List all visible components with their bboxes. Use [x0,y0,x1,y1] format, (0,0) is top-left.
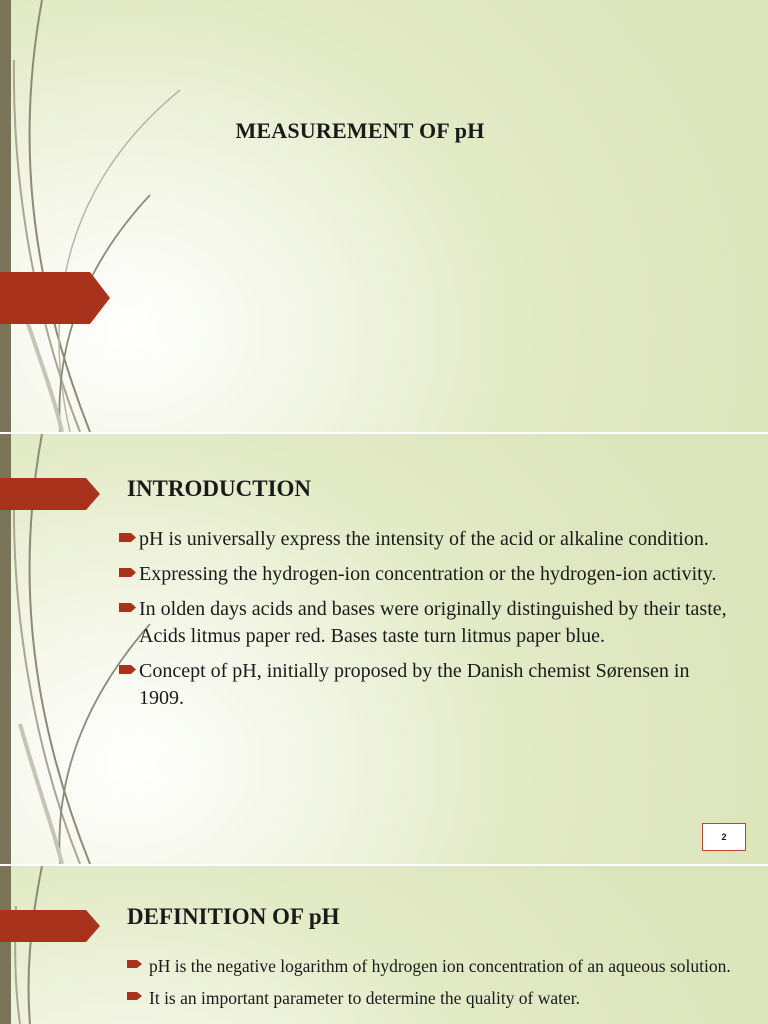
arrow-bullet-icon [127,991,143,1001]
bullet-list [139,526,739,720]
section-heading: DEFINITION OF pH [127,904,340,929]
slide-title-text: MEASUREMENT OF pH [235,118,485,143]
list-item [149,986,739,1010]
arrow-bullet-icon [119,664,137,675]
list-item [149,954,739,978]
bullet-text: Concept of pH, initially proposed by the Danish chemist Sørensen in 1909. [139,660,690,709]
banner-arrow-icon [0,910,102,942]
page-number: 2 [702,823,746,851]
slide-title [0,0,768,432]
decorative-curves-icon [0,0,220,432]
list-item [139,526,739,553]
arrow-bullet-icon [119,567,137,578]
slide-definition [0,866,768,1024]
list-item [139,658,739,712]
list-item [139,596,739,650]
slide-introduction [0,434,768,864]
banner-arrow-icon [0,272,112,324]
bullet-list [149,954,739,1018]
bullet-text: pH is the negative logarithm of hydrogen ion concentration of an aqueous solution. [149,956,731,976]
section-heading: INTRODUCTION [127,476,312,501]
arrow-bullet-icon [119,602,137,613]
bullet-text: It is an important parameter to determine the quality of water. [149,988,581,1008]
bullet-text: pH is universally express the intensity of the acid or alkaline condition. [139,528,709,550]
list-item [139,561,739,588]
banner-arrow-icon [0,478,102,510]
bullet-text: In olden days acids and bases were originally distinguished by their taste, Acids litmus paper red. Bases taste turn litmus paper blue. [139,598,727,647]
bullet-text: Expressing the hydrogen-ion concentration or the hydrogen-ion activity. [139,563,717,585]
arrow-bullet-icon [119,532,137,543]
arrow-bullet-icon [127,959,143,969]
